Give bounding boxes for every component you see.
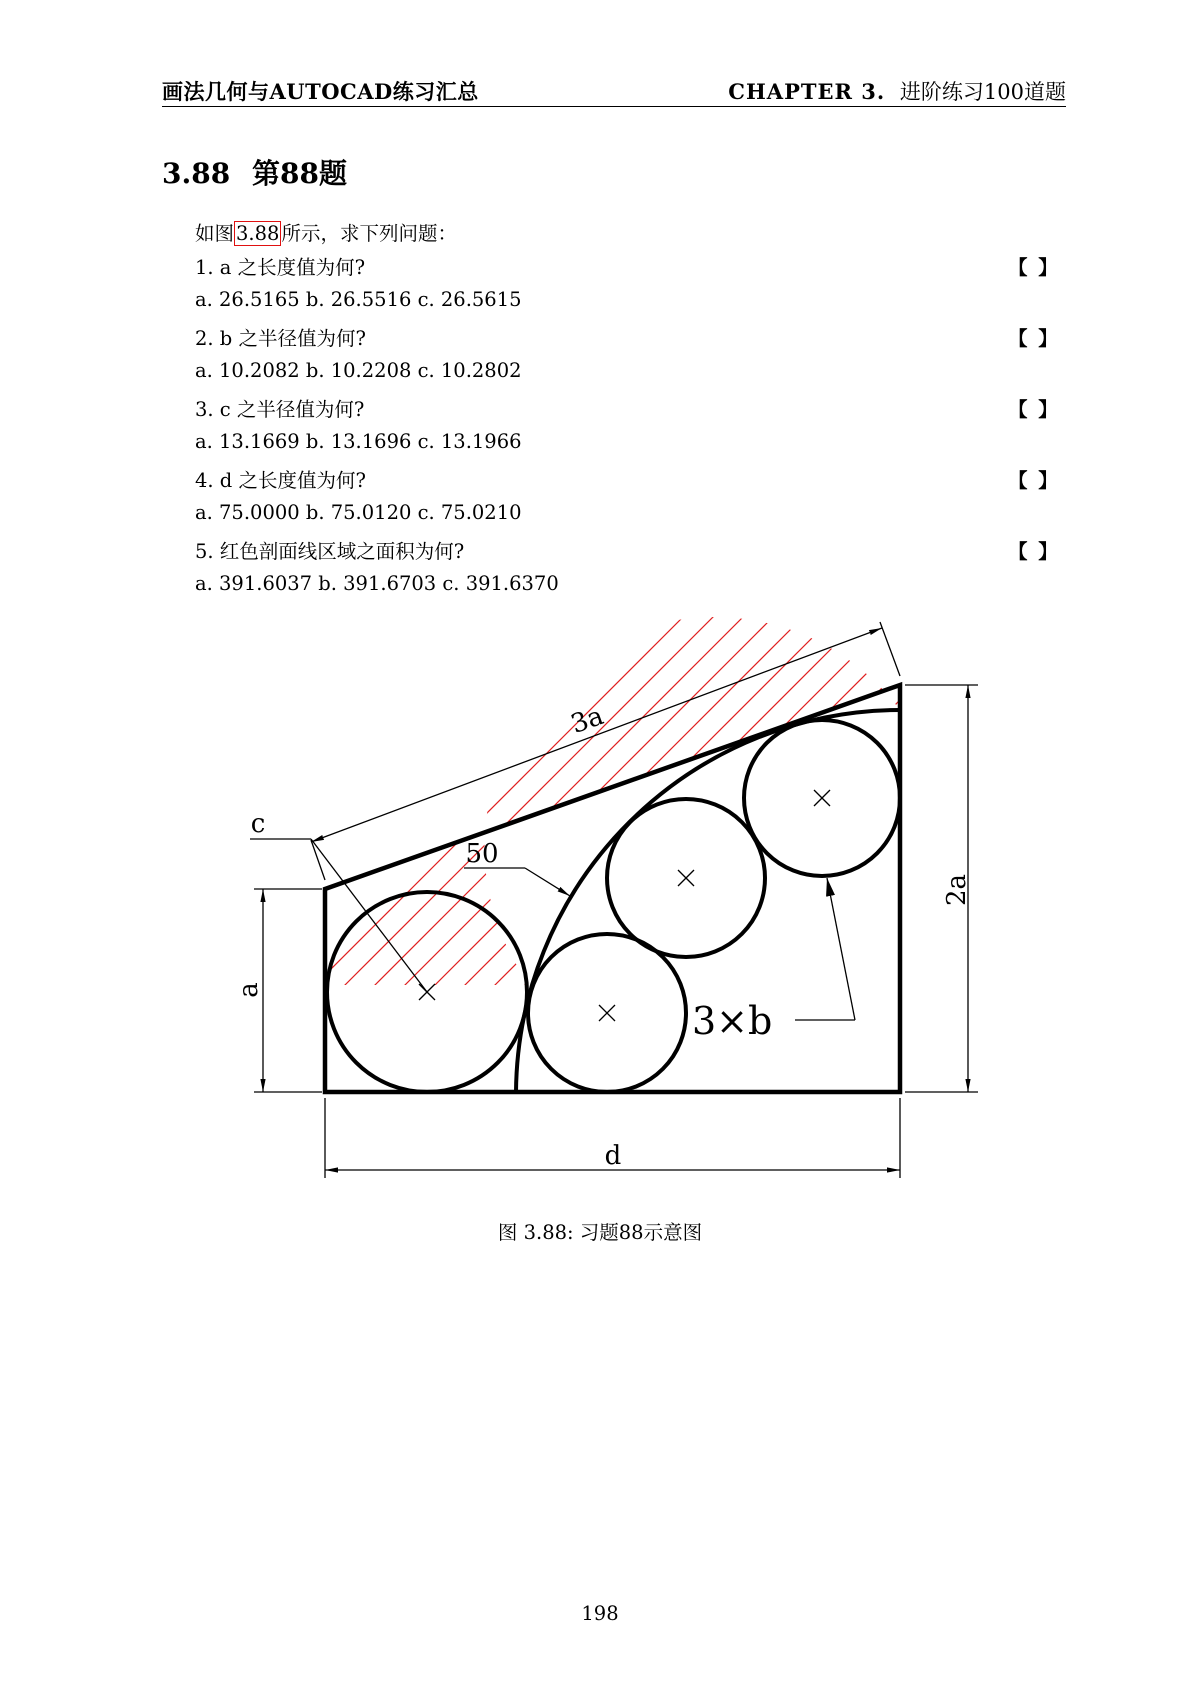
question-5: 5. 红色剖面线区域之面积为何? [195, 540, 465, 563]
label-3a: 3a [567, 700, 608, 740]
answer-bracket-5: 【 】 [1008, 540, 1060, 563]
options-3: a. 13.1669 b. 13.1696 c. 13.1966 [195, 430, 522, 453]
header-book-title: 画法几何与AUTOCAD练习汇总 [162, 79, 479, 104]
question-1: 1. a 之长度值为何? [195, 256, 366, 279]
dimension-3a [311, 622, 900, 880]
figure-reference-link[interactable]: 3.88 [236, 222, 280, 245]
answer-bracket-3: 【 】 [1008, 398, 1060, 421]
section-heading: 第88题 [252, 157, 347, 190]
answer-bracket-4: 【 】 [1008, 469, 1060, 492]
section-number: 3.88 [162, 157, 231, 190]
leader-3xb [795, 878, 855, 1020]
label-2a: 2a [942, 873, 972, 907]
label-3xb: 3×b [692, 999, 773, 1043]
question-2: 2. b 之半径值为何? [195, 327, 366, 350]
page-number: 198 [581, 1602, 619, 1625]
options-2: a. 10.2082 b. 10.2208 c. 10.2802 [195, 359, 522, 382]
label-d: d [604, 1141, 622, 1171]
dimension-a [254, 889, 322, 1092]
question-4: 4. d 之长度值为何? [195, 469, 366, 492]
label-c: c [250, 809, 266, 839]
header-chapter-title: 进阶练习100道题 [899, 80, 1066, 104]
leader-50 [464, 868, 570, 896]
options-4: a. 75.0000 b. 75.0120 c. 75.0210 [195, 501, 522, 524]
answer-bracket-1: 【 】 [1008, 256, 1060, 279]
label-50: 50 [465, 839, 499, 869]
intro-before: 如图 [195, 222, 235, 245]
header-chapter-number: CHAPTER 3. [728, 79, 886, 104]
options-5: a. 391.6037 b. 391.6703 c. 391.6370 [195, 572, 559, 595]
question-3: 3. c 之半径值为何? [195, 398, 365, 421]
intro-after: 所示，求下列问题： [281, 222, 457, 245]
answer-bracket-2: 【 】 [1008, 327, 1060, 350]
label-a: a [234, 982, 264, 998]
figure-caption: 图 3.88: 习题88示意图 [497, 1221, 703, 1244]
options-1: a. 26.5165 b. 26.5516 c. 26.5615 [195, 288, 522, 311]
